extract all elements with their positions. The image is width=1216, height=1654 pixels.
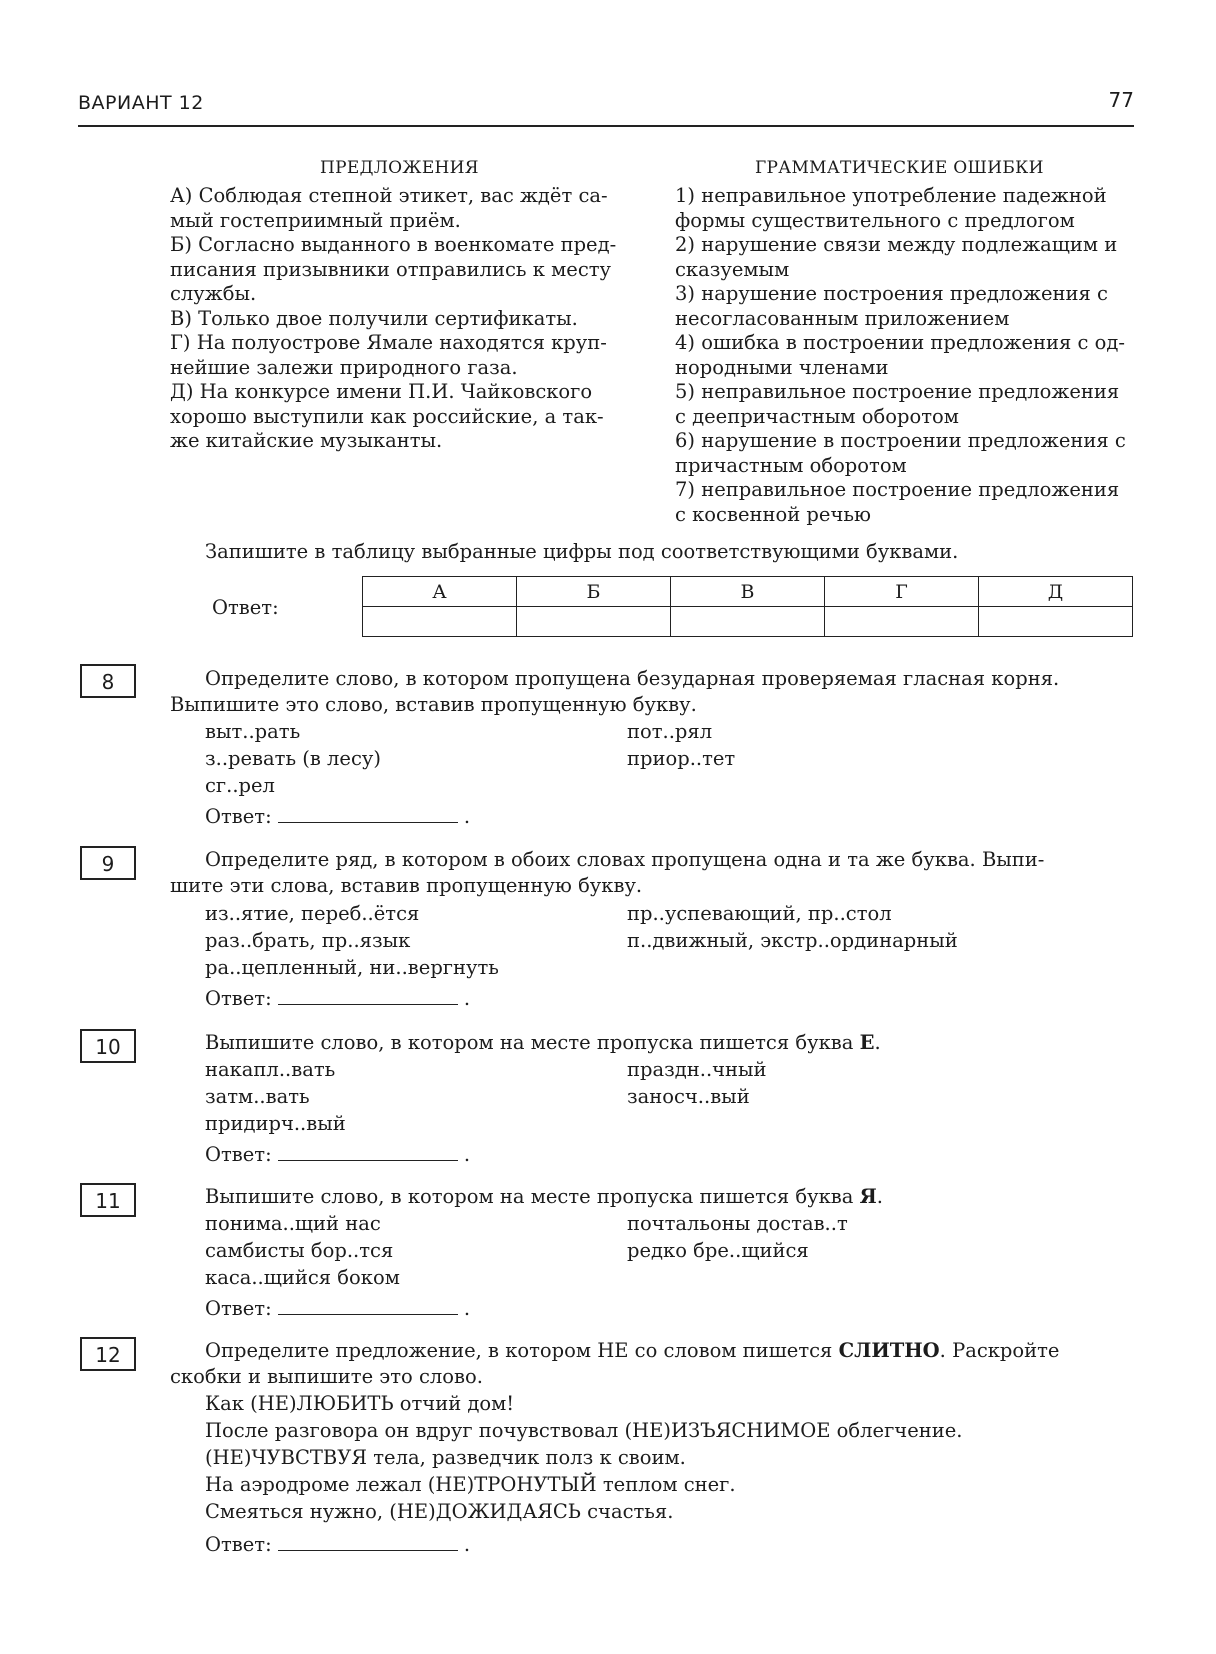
page-number: 77 <box>1108 88 1134 112</box>
error-line: 4) ошибка в построении предложения с од- <box>675 331 1125 354</box>
task-12-text: скобки и выпишите это слово. <box>170 1365 483 1388</box>
task-11-option: почтальоны достав..т <box>627 1212 848 1235</box>
task-9-text: Определите ряд, в котором в обоих словах пропущена одна и та же буква. Выпи- <box>205 848 1045 871</box>
task-12-sentence: После разговора он вдруг почувствовал (НЕ)ИЗЪЯСНИМОЕ облегчение. <box>205 1419 963 1442</box>
table-answer-row <box>363 607 1133 637</box>
task-9-option: пр..успевающий, пр..стол <box>627 902 892 925</box>
sentence-line: В) Только двое получили сертификаты. <box>170 306 578 330</box>
task-number-12: 12 <box>80 1337 136 1371</box>
table-header-row <box>363 577 1133 607</box>
period: . <box>874 1031 881 1054</box>
sentence-line: службы. <box>170 282 257 305</box>
error-line: 6) нарушение в построении предложения с <box>675 429 1126 452</box>
answer-blank[interactable] <box>278 990 458 1005</box>
answer-period: . <box>457 1297 471 1320</box>
task-8-option: приор..тет <box>627 747 736 770</box>
task-8-option: з..ревать (в лесу) <box>205 747 381 770</box>
sentence-line: же китайские музыканты. <box>170 429 443 452</box>
answer-cell[interactable] <box>363 607 517 637</box>
sentence-line: Д) На конкурсе имени П.И. Чайковского <box>170 380 593 403</box>
sentences-list <box>170 184 640 454</box>
task-10-text <box>205 1031 881 1054</box>
error-line: 5) неправильное построение предложения <box>675 380 1120 403</box>
error-line: несогласованным приложением <box>675 306 1010 330</box>
task-9-answer <box>205 987 470 1010</box>
task-10-prompt: Выпишите слово, в котором на месте пропуска пишется буква <box>205 1031 860 1054</box>
task-10-answer <box>205 1143 470 1166</box>
answer-label: Ответ: <box>205 987 272 1010</box>
sentence-line: А) Соблюдая степной этикет, вас ждёт са- <box>170 184 608 207</box>
task-11-option: самбисты бор..тся <box>205 1239 394 1262</box>
answer-label: Ответ: <box>205 805 272 828</box>
task-12-keyword: СЛИТНО <box>838 1339 940 1362</box>
variant-title: ВАРИАНТ 12 <box>78 92 204 114</box>
answer-period: . <box>457 1533 471 1556</box>
task-12-prompt-end: . Раскройте <box>939 1339 1060 1362</box>
sentence-line: хорошо выступили как российские, а так- <box>170 404 604 428</box>
task-9-option: ра..цепленный, ни..вергнуть <box>205 956 499 979</box>
table-header-cell: Г <box>825 577 979 607</box>
task-12-sentence: (НЕ)ЧУВСТВУЯ тела, разведчик полз к своим. <box>205 1446 686 1469</box>
answer-cell[interactable] <box>671 607 825 637</box>
task-12-sentence: Смеяться нужно, (НЕ)ДОЖИДАЯСЬ счастья. <box>205 1500 674 1523</box>
error-line: с деепричастным оборотом <box>675 404 959 428</box>
answer-blank[interactable] <box>278 1146 458 1161</box>
sentences-title: ПРЕДЛОЖЕНИЯ <box>320 158 479 178</box>
error-line: с косвенной речью <box>675 502 871 526</box>
answer-label: Ответ: <box>205 1143 272 1166</box>
task-9-text: шите эти слова, вставив пропущенную букву. <box>170 874 643 897</box>
task-8-option: выт..рать <box>205 720 301 743</box>
answer-label: Ответ: <box>205 1297 272 1320</box>
sentence-line: писания призывники отправились к месту <box>170 257 612 281</box>
task-11-answer <box>205 1297 470 1320</box>
task-9-option: раз..брать, пр..язык <box>205 929 411 952</box>
task-12-sentence: На аэродроме лежал (НЕ)ТРОНУТЫЙ теплом снег. <box>205 1473 736 1496</box>
task-9-option: п..движный, экстр..ординарный <box>627 929 958 952</box>
period: . <box>876 1185 883 1208</box>
task-11-prompt: Выпишите слово, в котором на месте пропуска пишется буква <box>205 1185 860 1208</box>
answer-blank[interactable] <box>278 808 458 823</box>
task-12-sentence: Как (НЕ)ЛЮБИТЬ отчий дом! <box>205 1392 515 1415</box>
table-header-cell: В <box>671 577 825 607</box>
sentence-line: Б) Согласно выданного в военкомате пред- <box>170 233 617 256</box>
task-11-option: понима..щий нас <box>205 1212 381 1235</box>
answer-label: Ответ: <box>212 596 279 619</box>
task-8-answer <box>205 805 470 828</box>
task-10-option: затм..вать <box>205 1085 310 1108</box>
header-divider <box>78 125 1134 127</box>
task-11-letter: Я <box>859 1185 877 1208</box>
task-9-option: из..ятие, переб..ётся <box>205 902 420 925</box>
task-number-8: 8 <box>80 664 136 698</box>
task-8-text: Выпишите это слово, вставив пропущенную букву. <box>170 693 697 716</box>
table-header-cell: Б <box>517 577 671 607</box>
answer-period: . <box>457 805 471 828</box>
error-line: сказуемым <box>675 257 790 281</box>
error-line: 7) неправильное построение предложения <box>675 478 1120 501</box>
sentence-line: нейшие залежи природного газа. <box>170 355 518 379</box>
errors-list <box>675 184 1140 527</box>
errors-title: ГРАММАТИЧЕСКИЕ ОШИБКИ <box>755 158 1044 178</box>
answer-blank[interactable] <box>278 1300 458 1315</box>
answer-label: Ответ: <box>205 1533 272 1556</box>
answer-blank[interactable] <box>278 1536 458 1551</box>
task-10-option: накапл..вать <box>205 1058 336 1081</box>
answer-period: . <box>457 987 471 1010</box>
task-12-answer <box>205 1533 470 1556</box>
error-line: формы существительного с предлогом <box>675 208 1075 232</box>
sentence-line: мый гостеприимный приём. <box>170 208 461 232</box>
task-8-text: Определите слово, в котором пропущена безударная проверяемая гласная корня. <box>205 667 1060 690</box>
task-8-option: сг..рел <box>205 774 275 797</box>
error-line: причастным оборотом <box>675 453 907 477</box>
task-number-9: 9 <box>80 846 136 880</box>
task-10-letter: Е <box>859 1031 875 1054</box>
task-12-text <box>205 1339 1059 1362</box>
answer-cell[interactable] <box>979 607 1133 637</box>
answer-table <box>362 576 1133 637</box>
task-11-option: каса..щийся боком <box>205 1266 400 1289</box>
task-10-option: праздн..чный <box>627 1058 767 1081</box>
error-line: 2) нарушение связи между подлежащим и <box>675 233 1118 256</box>
task-number-11: 11 <box>80 1183 136 1217</box>
answer-period: . <box>457 1143 471 1166</box>
table-header-cell: А <box>363 577 517 607</box>
task-11-option: редко бре..щийся <box>627 1239 809 1262</box>
answer-cell[interactable] <box>825 607 979 637</box>
table-header-cell: Д <box>979 577 1133 607</box>
task-number-10: 10 <box>80 1029 136 1063</box>
answer-cell[interactable] <box>517 607 671 637</box>
task-10-option: заносч..вый <box>627 1085 750 1108</box>
error-line: нородными членами <box>675 355 889 379</box>
error-line: 3) нарушение построения предложения с <box>675 282 1108 305</box>
task-10-option: придирч..вый <box>205 1112 346 1135</box>
sentence-line: Г) На полуострове Ямале находятся круп- <box>170 331 607 354</box>
error-line: 1) неправильное употребление падежной <box>675 184 1107 207</box>
task-11-text <box>205 1185 883 1208</box>
task-8-option: пот..рял <box>627 720 713 743</box>
table-instruction: Запишите в таблицу выбранные цифры под соответствующими буквами. <box>205 540 959 563</box>
task-12-prompt: Определите предложение, в котором НЕ со словом пишется <box>205 1339 839 1362</box>
